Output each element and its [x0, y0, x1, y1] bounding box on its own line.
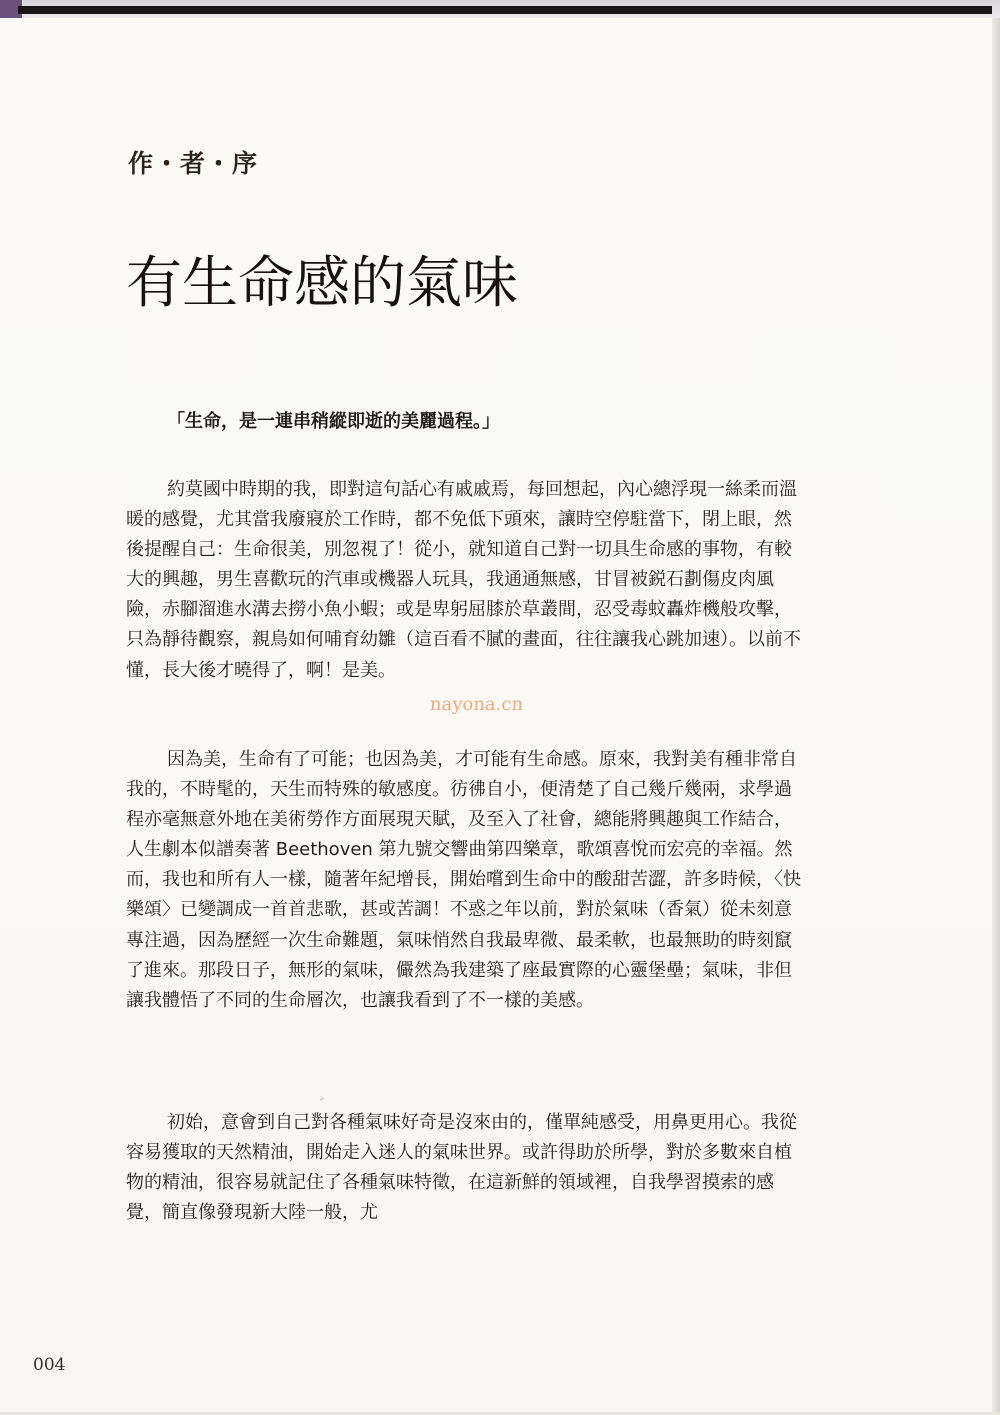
section-label: 作・者・序	[128, 149, 259, 178]
opening-quote: 「生命，是一連串稍縱即逝的美麗過程。」	[167, 411, 500, 432]
body-paragraph: 約莫國中時期的我，即對這句話心有戚戚焉，每回想起，內心總浮現一絲柔而溫暖的感覺，尤其當我廢寢於工作時，都不免低下頭來，讓時空停駐當下，閉上眼，然後提醒自己：生命很美，別忽視了！從小，就知道自己對一切具生命感的事物，有較大的興趣，男生喜歡玩的汽車或機器人玩具，我通通無感，甘冒被鋭石劃傷皮肉風險，赤腳溜進水溝去撈小魚小蝦；或是卑躬屈膝於草叢間，忍受毒蚊轟炸機般攻擊，只為靜待觀察，親鳥如何哺育幼雛（這百看不膩的畫面，往往讓我心跳加速）。以前不懂，長大後才曉得了，啊！是美。	[126, 479, 801, 681]
body-paragraph: 因為美，生命有了可能；也因為美，才可能有生命感。原來，我對美有種非常自我的，不時髦的，天生而特殊的敏感度。彷彿自小，便清楚了自己幾斤幾兩，求學過程亦毫無意外地在美術勞作方面展現天賦，及至入了社會，總能將興趣與工作結合，人生劇本似譜奏著 Beethoven 第九號交響曲第四樂章，歌頌喜悅而宏亮的幸福。然而，我也和所有人一樣，隨著年紀增長，開始嚐到生命中的酸甜苦澀，許多時候，〈快樂頌〉已變調成一首首悲歌，甚或苦調！不惑之年以前，對於氣味（香氣）從未刻意專注過，因為歷經一次生命難題，氣味悄然自我最卑微、最柔軟，也最無助的時刻竄了進來。那段日子，無形的氣味，儼然為我建築了座最實際的心靈堡壘；氣味，非但讓我體悟了不同的生命層次，也讓我看到了不一樣的美感。	[126, 749, 801, 1011]
body-paragraph: 初始，意會到自己對各種氣味好奇是沒來由的，僅單純感受，用鼻更用心。我從容易獲取的天然精油，開始走入迷人的氣味世界。或許得助於所學，對於多數來自植物的精油，很容易就記住了各種氣味特徵，在這新鮮的領域裡，自我學習摸索的感覺，簡直像發現新大陸一般，尤	[126, 1112, 797, 1224]
top-rule	[18, 6, 992, 14]
page-number: 004	[33, 1355, 66, 1375]
page-title: 有生命感的氣味	[126, 251, 518, 316]
page-right-edge	[992, 18, 1000, 1415]
watermark-text: nayona.cn	[429, 694, 524, 715]
scan-mark	[320, 1097, 324, 1101]
